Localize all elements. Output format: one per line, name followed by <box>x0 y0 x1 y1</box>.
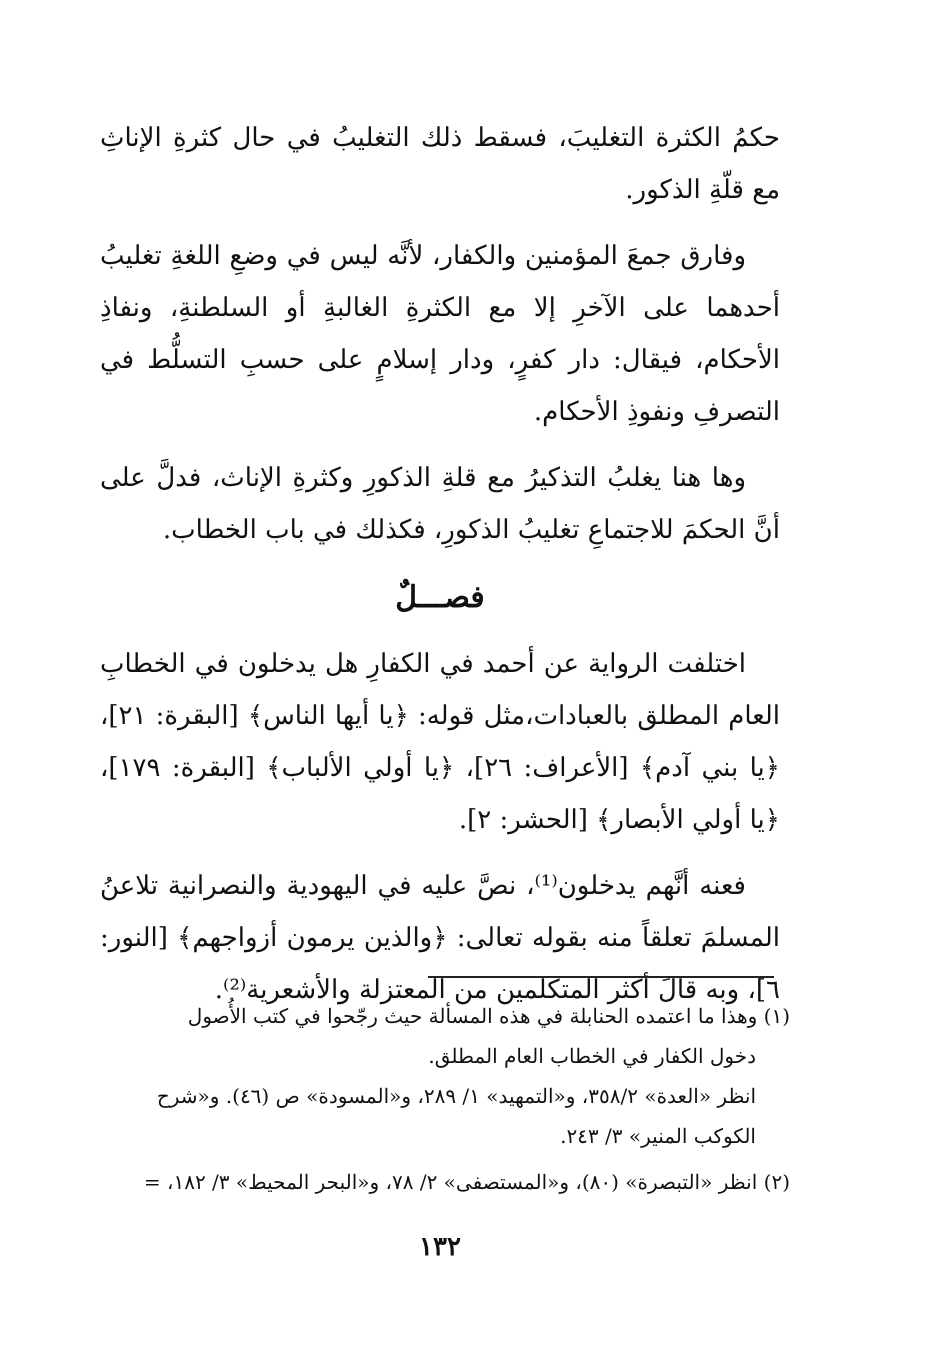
footnote-1-line-4: الكوكب المنير» ٣/ ٢٤٣. <box>560 1124 756 1148</box>
paragraph-1: حكمُ الكثرة التغليبَ، فسقط ذلك التغليبُ في حال كثرةِ الإناثِ مع قلّةِ الذكور. <box>100 123 780 205</box>
footnote-1-line-2: دخول الكفار في الخطاب العام المطلق. <box>428 1044 756 1068</box>
section-title: فصـــلٌ <box>395 580 485 615</box>
section-paragraph-2: فعنه أنَّهم يدخلون⁽¹⁾، نصَّ عليه في اليهودية والنصرانية تلاعنُ المسلمَ تعلقاً منه بقوله تعالى: ﴿والذين يرمون أزواجهم﴾ [النور: ٦]، وبه قالَ أكثر المتكلمين من المعتزلة والأشعرية⁽²⁾. <box>100 871 780 1005</box>
section-paragraph-1: اختلفت الرواية عن أحمد في الكفارِ هل يدخلون في الخطابِ العام المطلق بالعبادات،مثل قوله: ﴿يا أيها الناس﴾ [البقرة: ٢١]، ﴿يا بني آدم﴾ [الأعراف: ٢٦]، ﴿يا أولي الألباب﴾ [البقرة: ١٧٩]، ﴿يا أولي الأبصار﴾ [الحشر: ٢]. <box>100 649 780 835</box>
footnote-divider <box>428 976 774 978</box>
paragraph-3: وها هنا يغلبُ التذكيرُ مع قلةِ الذكورِ وكثرةِ الإناث، فدلَّ على أنَّ الحكمَ للاجتماعِ تغليبُ الذكورِ، فكذلك في باب الخطاب. <box>100 463 780 545</box>
footnote-2 <box>100 1162 790 1202</box>
footnote-1 <box>100 996 790 1156</box>
footnote-1-line-1: (١) وهذا ما اعتمده الحنابلة في هذه المسألة حيث رجّحوا في كتب الأُصول <box>187 1004 790 1028</box>
footnote-1-line-3: انظر «العدة» ٣٥٨/٢، و«التمهيد» ١/ ٢٨٩، و«المسودة» ص (٤٦). و«شرح <box>156 1084 756 1108</box>
footnotes <box>100 996 790 1208</box>
page-number: ١٣٢ <box>419 1232 461 1262</box>
paragraph-2: وفارق جمعَ المؤمنين والكفار، لأنَّه ليس في وضعِ اللغةِ تغليبُ أحدهما على الآخرِ إلا مع الكثرةِ الغالبةِ أو السلطنةِ، ونفاذِ الأحكام، فيقال: دار كفرٍ، ودار إسلامٍ على حسبِ التسلُّط في التصرفِ ونفوذِ الأحكام. <box>100 241 780 427</box>
footnote-2-line-1: (٢) انظر «التبصرة» (٨٠)، و«المستصفى» ٢/ ٧٨، و«البحر المحيط» ٣/ ١٨٢، = <box>143 1170 790 1194</box>
main-text <box>100 112 780 1030</box>
